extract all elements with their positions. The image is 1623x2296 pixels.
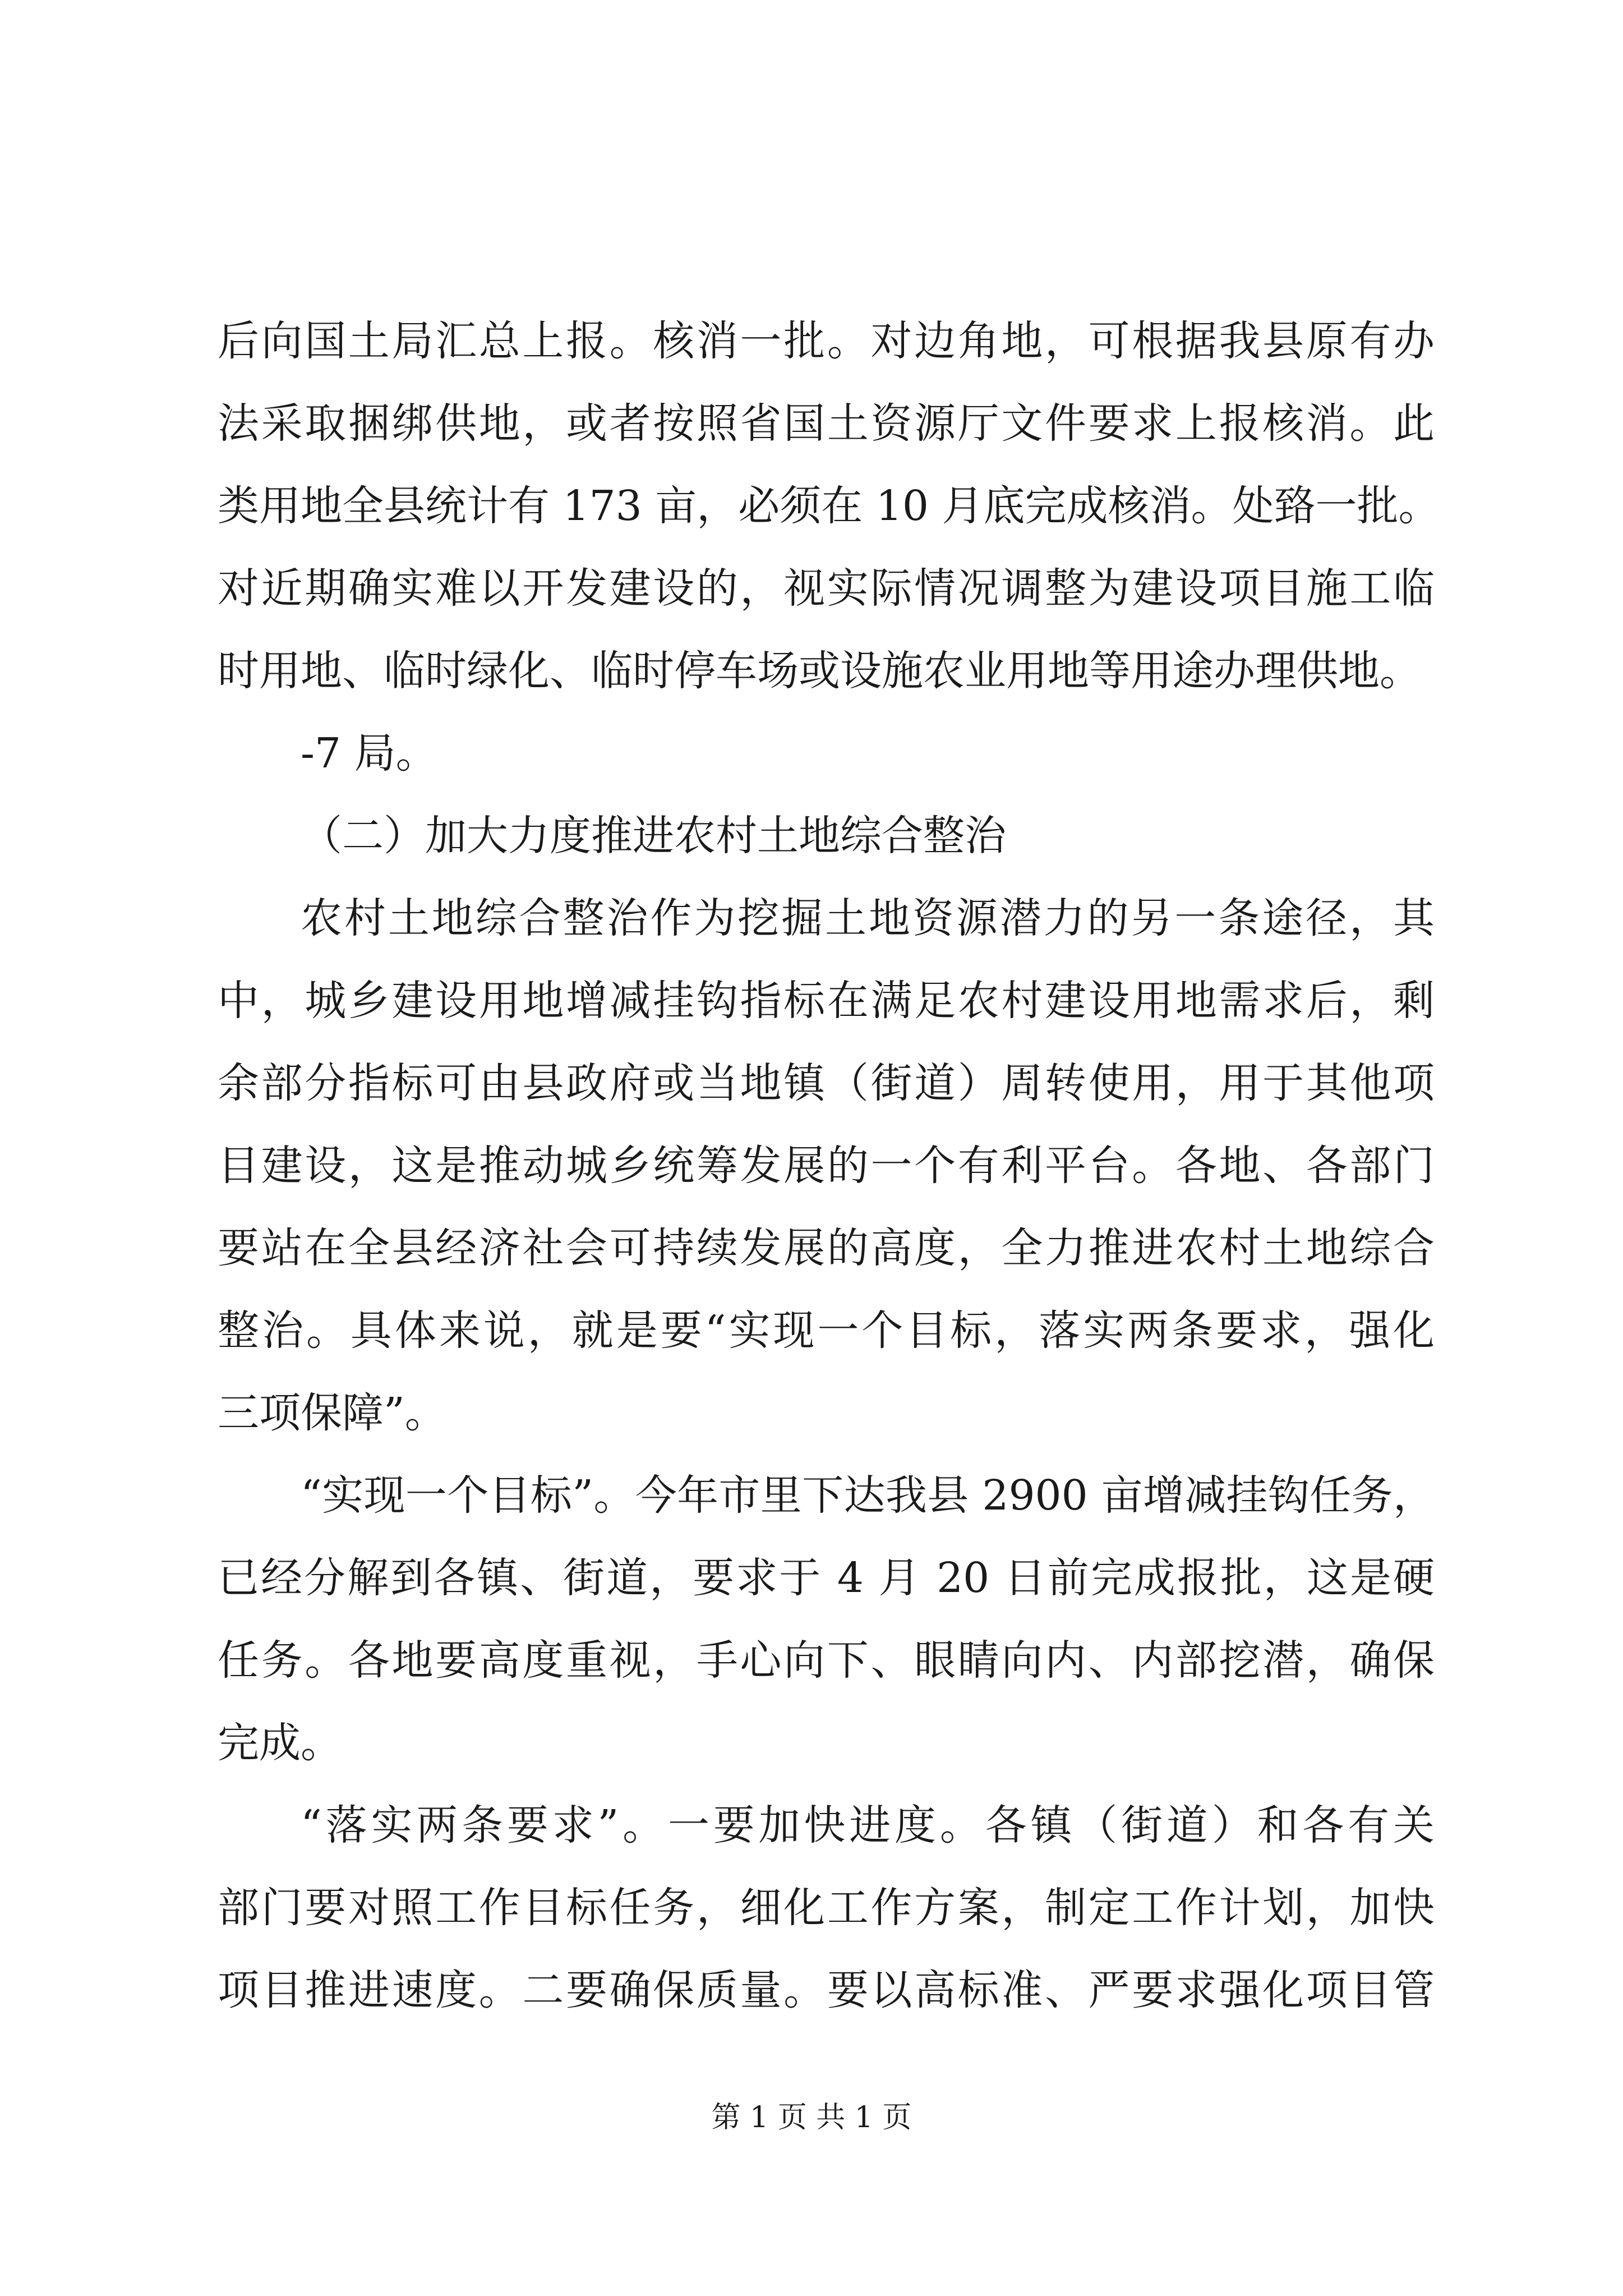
text-line: 对近期确实难以开发建设的，视实际情况调整为建设项目施工临 xyxy=(218,564,1435,613)
text-line: 部门要对照工作目标任务，细化工作方案，制定工作计划，加快 xyxy=(218,1884,1435,1932)
text-line: “实现一个目标”。今年市里下达我县 2900 亩增减挂钩任务， xyxy=(301,1471,1435,1520)
text-line: 已经分解到各镇、街道，要求于 4 月 20 日前完成报批，这是硬 xyxy=(218,1554,1435,1602)
text-line: 任务。各地要高度重视，手心向下、眼睛向内、内部挖潜，确保 xyxy=(218,1636,1435,1685)
text-line: 余部分指标可由县政府或当地镇（街道）周转使用，用于其他项 xyxy=(218,1059,1435,1107)
text-line: 整治。具体来说，就是要“实现一个目标，落实两条要求，强化 xyxy=(218,1306,1435,1355)
text-line: 要站在全县经济社会可持续发展的高度，全力推进农村土地综合 xyxy=(218,1224,1435,1272)
text-line: 项目推进速度。二要确保质量。要以高标准、严要求强化项目管 xyxy=(218,1966,1435,2014)
page-footer: 第 1 页 共 1 页 xyxy=(711,2101,912,2134)
text-line: “落实两条要求”。一要加快进度。各镇（街道）和各有关 xyxy=(301,1801,1435,1849)
text-line: 农村土地综合整治作为挖掘土地资源潜力的另一条途径，其 xyxy=(301,894,1435,942)
text-line: -7 局。 xyxy=(301,729,437,777)
text-line: 完成。 xyxy=(218,1719,342,1767)
text-line: 类用地全县统计有 173 亩，必须在 10 月底完成核消。处臵一批。 xyxy=(218,482,1440,530)
text-line: 中，城乡建设用地增减挂钩指标在满足农村建设用地需求后，剩 xyxy=(218,977,1435,1025)
text-line: 三项保障”。 xyxy=(218,1389,446,1437)
text-line: （二）加大力度推进农村土地综合整治 xyxy=(301,812,1006,860)
text-line: 后向国土局汇总上报。核消一批。对边角地，可根据我县原有办 xyxy=(218,317,1435,365)
text-line: 法采取捆绑供地，或者按照省国土资源厅文件要求上报核消。此 xyxy=(218,399,1435,448)
document-body xyxy=(218,300,1440,2032)
text-line: 时用地、临时绿化、临时停车场或设施农业用地等用途办理供地。 xyxy=(218,647,1421,695)
text-line: 目建设，这是推动城乡统筹发展的一个有利平台。各地、各部门 xyxy=(218,1142,1435,1190)
